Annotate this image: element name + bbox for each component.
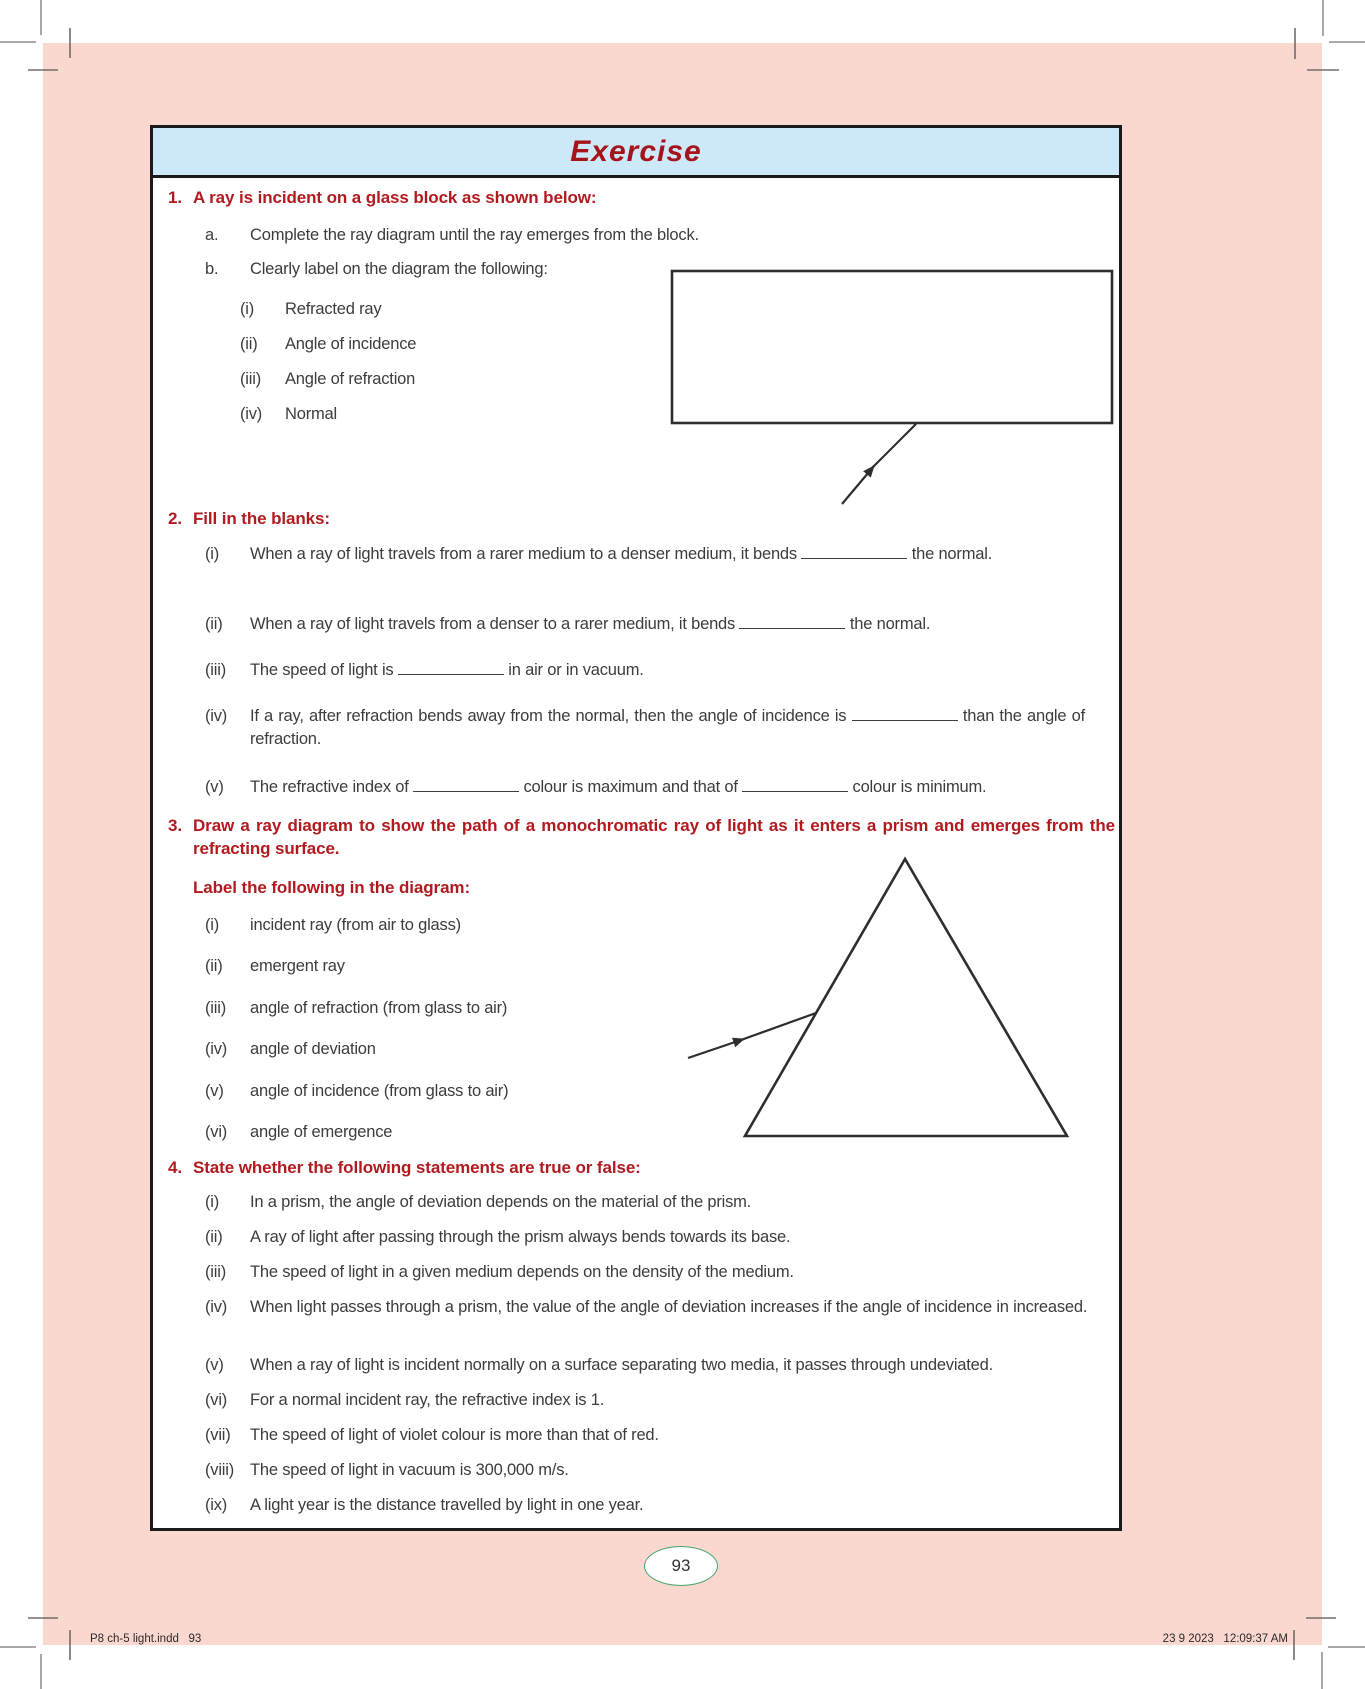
footer-timestamp: 23 9 2023 12:09:37 AM [1162, 1633, 1288, 1645]
question-number: 1. [168, 188, 182, 207]
item-label: (ii) [205, 615, 223, 633]
item-label: (v) [205, 1356, 224, 1374]
q2-item [205, 776, 1110, 799]
q2-item [205, 613, 1110, 636]
q4-item [205, 1226, 1110, 1249]
q2-item [205, 705, 1085, 751]
q1-item [240, 298, 660, 321]
q4-item [205, 1494, 1110, 1517]
item-text: angle of emergence [250, 1123, 393, 1141]
q1-part-a [205, 224, 1110, 247]
q1-item [240, 368, 660, 391]
item-label: (v) [205, 1082, 224, 1100]
item-text: Angle of refraction [285, 370, 416, 388]
q4-item [205, 1459, 1110, 1482]
q3-item [205, 955, 665, 978]
question-3-heading [168, 814, 1115, 860]
q4-item [205, 1354, 1110, 1377]
item-text: The speed of light in vacuum is 300,000 m/s. [250, 1461, 569, 1479]
item-label: (i) [205, 916, 220, 934]
blank-line [801, 545, 907, 559]
item-text-pre: When a ray of light travels from a denser to a rarer medium, it bends [250, 615, 736, 633]
footer-filename: P8 ch-5 light.indd 93 [90, 1633, 202, 1645]
item-label: (iv) [205, 1040, 228, 1058]
q2-item [205, 659, 1110, 682]
q1-part-b [205, 258, 1110, 281]
q1-item [240, 333, 660, 356]
question-1-heading [168, 186, 1098, 209]
question-heading-text: Draw a ray diagram to show the path of a monochromatic ray of light as it enters a prism and emerges from the refracting surface. [193, 816, 1115, 858]
q4-item [205, 1389, 1110, 1412]
question-number: 4. [168, 1158, 182, 1177]
blank-line [742, 778, 848, 792]
q4-item [205, 1261, 1110, 1284]
item-text: The speed of light of violet colour is more than that of red. [250, 1426, 659, 1444]
q4-item [205, 1424, 1110, 1447]
item-text-post: the normal. [849, 615, 931, 633]
blank-line [398, 661, 504, 675]
item-text: incident ray (from air to glass) [250, 916, 461, 934]
item-label: (vii) [205, 1426, 231, 1444]
part-text: Clearly label on the diagram the following: [250, 260, 548, 278]
item-text: Normal [285, 405, 337, 423]
q3-item [205, 914, 665, 937]
item-text-pre: The speed of light is [250, 661, 394, 679]
item-label: (viii) [205, 1461, 235, 1479]
question-2-heading [168, 507, 1098, 530]
item-label: (iii) [240, 370, 261, 388]
item-text: emergent ray [250, 957, 345, 975]
item-label: (i) [240, 300, 255, 318]
item-text: In a prism, the angle of deviation depends on the material of the prism. [250, 1193, 752, 1211]
question-number: 2. [168, 509, 182, 528]
item-label: (ii) [205, 957, 223, 975]
question-heading-text: State whether the following statements are true or false: [193, 1158, 641, 1177]
exercise-header-band [153, 128, 1119, 178]
question-heading-text: A ray is incident on a glass block as shown below: [193, 188, 597, 207]
q4-item [205, 1191, 1110, 1214]
q3-item [205, 997, 665, 1020]
item-text: For a normal incident ray, the refractive index is 1. [250, 1391, 605, 1409]
q3-item [205, 1038, 665, 1061]
item-text: When light passes through a prism, the value of the angle of deviation increases if the angle of incidence in increased. [250, 1298, 1088, 1316]
item-text: A ray of light after passing through the prism always bends towards its base. [250, 1228, 791, 1246]
item-text-post: colour is minimum. [852, 778, 987, 796]
item-label: (ii) [205, 1228, 223, 1246]
exercise-title: Exercise [570, 134, 702, 168]
item-text-pre: The refractive index of [250, 778, 409, 796]
question-heading-text: Fill in the blanks: [193, 509, 330, 528]
item-label: (i) [205, 1193, 220, 1211]
item-text: angle of incidence (from glass to air) [250, 1082, 509, 1100]
page-number-badge [644, 1546, 718, 1586]
q2-item [205, 543, 1085, 566]
item-text-pre: If a ray, after refraction bends away from the normal, then the angle of incidence is [250, 707, 847, 725]
item-label: (ix) [205, 1496, 228, 1514]
item-label: (iii) [205, 999, 226, 1017]
item-label: (iv) [205, 707, 228, 725]
item-text: Angle of incidence [285, 335, 417, 353]
item-label: (v) [205, 778, 224, 796]
part-text: Complete the ray diagram until the ray emerges from the block. [250, 226, 699, 244]
q3-item [205, 1121, 665, 1144]
item-text: A light year is the distance travelled by light in one year. [250, 1496, 644, 1514]
item-text-pre: When a ray of light travels from a rarer medium to a denser medium, it bends [250, 545, 797, 563]
item-label: (vi) [205, 1391, 228, 1409]
item-label: (i) [205, 545, 220, 563]
blank-line [413, 778, 519, 792]
item-text-post: in air or in vacuum. [508, 661, 644, 679]
item-text: angle of refraction (from glass to air) [250, 999, 508, 1017]
item-label: (ii) [240, 335, 258, 353]
blank-line [739, 615, 845, 629]
q3-item [205, 1080, 665, 1103]
part-label: a. [205, 226, 219, 244]
item-text-post: the normal. [911, 545, 993, 563]
q1-item [240, 403, 660, 426]
item-label: (vi) [205, 1123, 228, 1141]
item-text-post: than the angle of refraction. [250, 707, 1085, 748]
question-number: 3. [168, 816, 182, 835]
item-text: angle of deviation [250, 1040, 376, 1058]
item-text-mid: colour is maximum and that of [523, 778, 738, 796]
item-text: The speed of light in a given medium depends on the density of the medium. [250, 1263, 794, 1281]
item-text: When a ray of light is incident normally on a surface separating two media, it passes through undeviated. [250, 1356, 994, 1374]
q4-item [205, 1296, 1110, 1319]
q3-subheading: Label the following in the diagram: [193, 878, 471, 897]
item-label: (iv) [205, 1298, 228, 1316]
item-label: (iii) [205, 1263, 226, 1281]
blank-line [852, 707, 958, 721]
item-label: (iv) [240, 405, 263, 423]
item-label: (iii) [205, 661, 226, 679]
question-4-heading [168, 1156, 1098, 1179]
page-number: 93 [671, 1556, 691, 1575]
part-label: b. [205, 260, 219, 278]
item-text: Refracted ray [285, 300, 382, 318]
